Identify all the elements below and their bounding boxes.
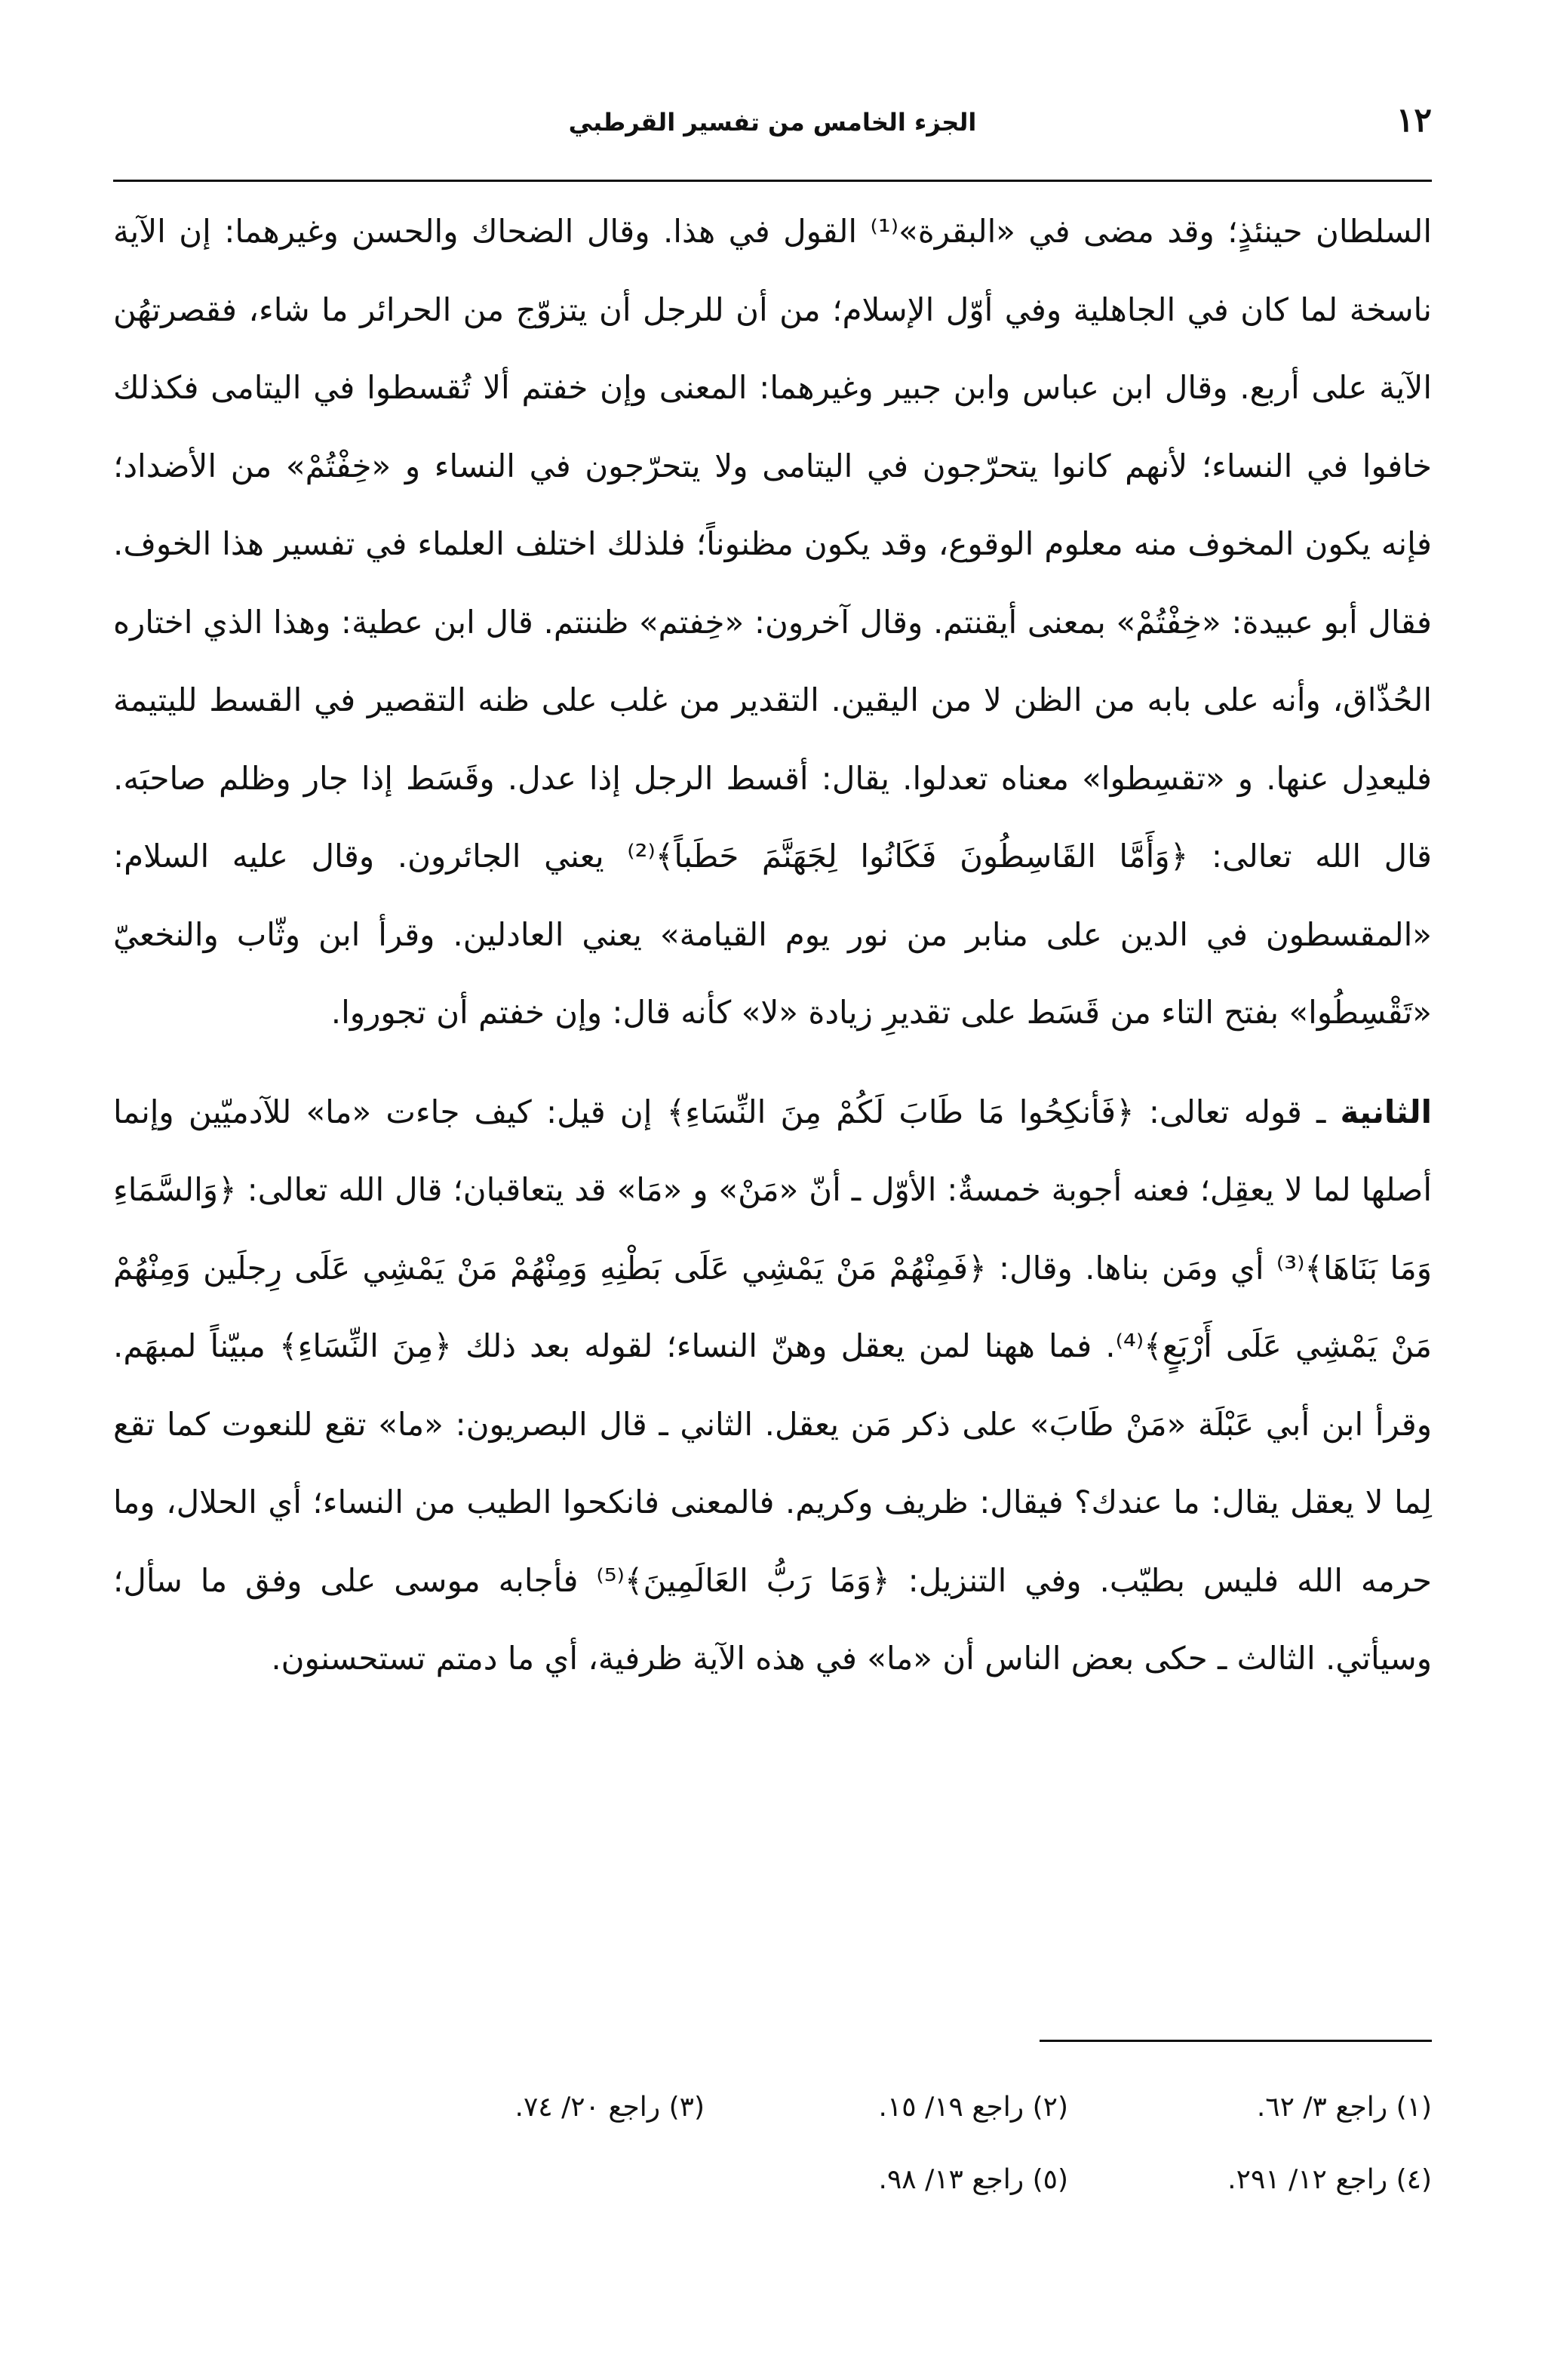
footnotes (339, 2071, 1432, 2216)
section-heading: الثانية (1340, 1093, 1432, 1130)
page-number: ١٢ (1396, 101, 1432, 140)
paragraph-text: السلطان حينئذٍ؛ وقد مضى في «البقرة»⁽¹⁾ القول في هذا. وقال الضحاك والحسن وغيرهما: إن الآية ناسخة لما كان في الجاهلية وفي أوّل الإسلام؛ من أن للرجل أن يتزوّج من الحرائر ما شاء، فقصرتهُن الآية على أربع. وقال ابن عباس وابن جبير وغيرهما: المعنى وإن خفتم ألا تُقسطوا في اليتامى فكذلك خافوا في النساء؛ لأنهم كانوا يتحرّجون في اليتامى ولا يتحرّجون في النساء و «خِفْتُمْ» من الأضداد؛ فإنه يكون المخوف منه معلوم الوقوع، وقد يكون مظنوناً؛ فلذلك اختلف العلماء في تفسير هذا الخوف. فقال أبو عبيدة: «خِفْتُمْ» بمعنى أيقنتم. وقال آخرون: «خِفتم» ظننتم. قال ابن عطية: وهذا الذي اختاره الحُذّاق، وأنه على بابه من الظن لا من اليقين. التقدير من غلب على ظنه التقصير في القسط لليتيمة فليعدِل عنها. و «تقسِطوا» معناه تعدلوا. يقال: أقسط الرجل إذا عدل. وقَسَط إذا جار وظلم صاحبَه. قال الله تعالى: ﴿وَأَمَّا القَاسِطُونَ فَكَانُوا لِجَهَنَّمَ حَطَباً﴾⁽²⁾ يعني الجائرون. وقال عليه السلام: «المقسطون في الدين على منابر من نور يوم القيامة» يعني العادلين. وقرأ ابن وثّاب والنخعيّ «تَقْسِطُوا» بفتح التاء من قَسَط على تقديرِ زيادة «لا» كأنه قال: وإن خفتم أن تجوروا. (113, 213, 1433, 1031)
footnote-row (339, 2144, 1432, 2216)
footnote-row (339, 2071, 1432, 2144)
footnote-4: (٤) راجع ١٢/ ٢٩١. (1227, 2164, 1432, 2195)
page-header (113, 98, 1432, 158)
header-rule (113, 180, 1432, 182)
footnote-rule (1040, 2040, 1432, 2042)
running-head: الجزء الخامس من تفسير القرطبي (568, 108, 977, 137)
paragraph-text: ـ قوله تعالى: ﴿فَأنكِحُوا مَا طَابَ لَكُمْ مِنَ النِّسَاءِ﴾ إن قيل: كيف جاءت «ما» للآدميّين وإنما أصلها لما لا يعقِل؛ فعنه أجوبة خمسةٌ: الأوّل ـ أنّ «مَنْ» و «مَا» قد يتعاقبان؛ قال الله تعالى: ﴿وَالسَّمَاءِ وَمَا بَنَاهَا﴾⁽³⁾ أي ومَن بناها. وقال: ﴿فَمِنْهُمْ مَنْ يَمْشِي عَلَى بَطْنِهِ وَمِنْهُمْ مَنْ يَمْشِي عَلَى رِجلَين وَمِنْهُمْ مَنْ يَمْشِي عَلَى أَرْبَعٍ﴾⁽⁴⁾. فما ههنا لمن يعقل وهنّ النساء؛ لقوله بعد ذلك ﴿مِنَ النِّسَاءِ﴾ مبيّناً لمبهَم. وقرأ ابن أبي عَبْلَة «مَنْ طَابَ» على ذكر مَن يعقل. الثاني ـ قال البصريون: «ما» تقع للنعوت كما تقع لِما لا يعقل يقال: ما عندك؟ فيقال: ظريف وكريم. فالمعنى فانكحوا الطيب من النساء؛ أي الحلال، وما حرمه الله فليس بطيّب. وفي التنزيل: ﴿وَمَا رَبُّ العَالَمِينَ﴾⁽⁵⁾ فأجابه موسى على وفق ما سأل؛ وسيأتي. الثالث ـ حكى بعض الناس أن «ما» في هذه الآية ظرفية، أي ما دمتم تستحسنون. (113, 1093, 1433, 1677)
footnote-5: (٥) راجع ١٣/ ٩٨. (878, 2164, 1068, 2195)
body-text (113, 192, 1432, 1698)
paragraph-1 (113, 192, 1432, 1052)
paragraph-2 (113, 1073, 1432, 1698)
footnote-2: (٢) راجع ١٩/ ١٥. (878, 2092, 1068, 2123)
footnote-1: (١) راجع ٣/ ٦٢. (1256, 2092, 1432, 2123)
footnote-3: (٣) راجع ٢٠/ ٧٤. (514, 2092, 705, 2123)
